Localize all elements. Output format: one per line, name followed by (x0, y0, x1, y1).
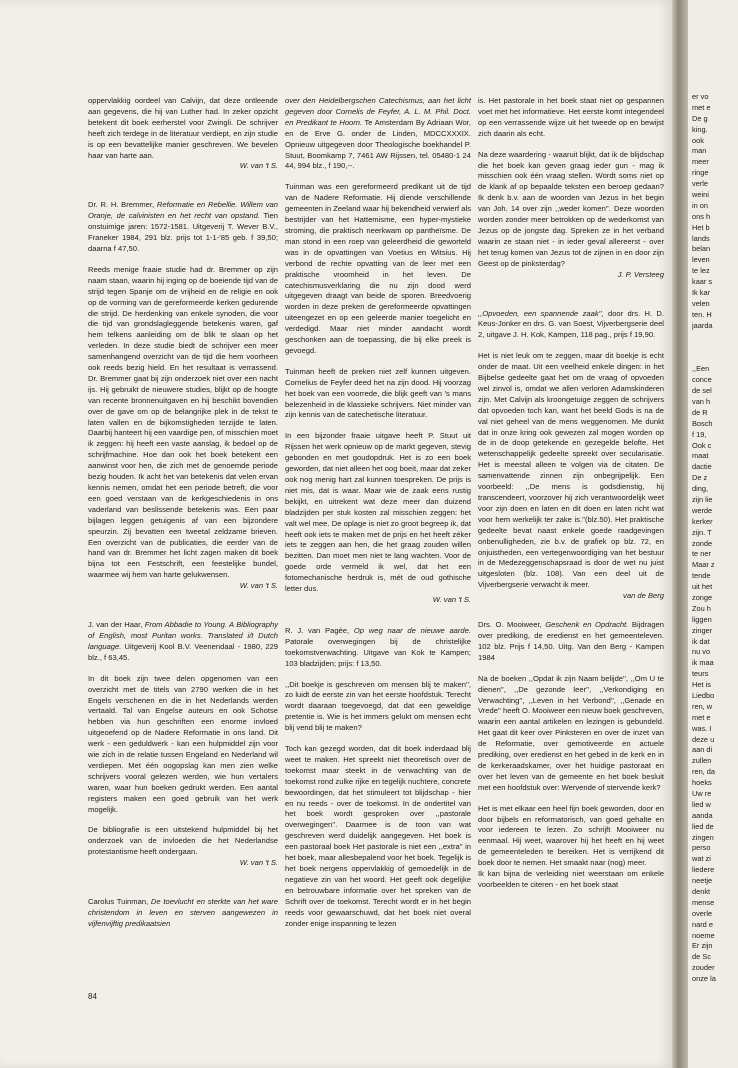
text-fragment: Het b (692, 222, 710, 232)
review-heading: Dr. R. H. Bremmer, Reformatie en Rebellie. Willem van Oranje, de calvinisten en het recht van opstand. Tien onstuimige jaren: 1572-1581. Uitgeverij T. Wever B.V., Franeker 1984, 291 blz. prijs tot 1-1-'85 geb. f 39,50; daarna f 47,50. (88, 200, 278, 253)
paragraph: Het is met elkaar een heel fijn boek geworden, door en door bijbels en reformatorisch, van goed gehalte en voor iedereen te lezen. Zo schrijft Mooiweer nu eenmaal. Hij weet, waarover hij het heeft en hij weet de gemeenteleden te bereiken. Het is verrijkend dit boek door te nemen. Het smaakt naar (nog) meer. (478, 803, 664, 868)
text-fragment: noeme (692, 930, 715, 940)
text-fragment: liedere (692, 865, 715, 875)
text-fragment: perso (692, 843, 711, 853)
paragraph: In een bijzonder fraaie uitgave heeft P. Stuut uit Rijssen het werk opnieuw op de markt gegeven, stevig gebonden en met goudopdruk. Het is zo een boek geworden, dat niet alleen het oog boeit, maar dat zeker ook nog menig hart zal kunnen toespreken. De prijs is niet mis, dat is waar. Maar wie de zaak eens rustig bekijkt, en uitrekent wat deze meer dan duizend bladzijden per stuk kosten zal misschien zeggen: het valt wel mee. De oplage is niet zo groot begreep ik, dat heeft ook iets te maken met de prijs en het heeft zéker iets te zeggen aan hen, die het graag zouden willen bezitten. Dan moet men niet te lang wachten. Voor de goede orde vermeld ik wel, dat het een fotomechanische herdruk is, mét de oud gothische letter dus. (285, 431, 471, 594)
text-fragment: verle (692, 179, 709, 189)
text-fragment: ik maa (692, 658, 714, 668)
text-fragment: zonde (692, 538, 713, 548)
paragraph: Tuinman heeft de preken niet zelf kunnen uitgeven. Cornelius de Feyfer deed het na zijn dood. Hij voorzag het boek van een voorrede, die blijk geeft van 's mans belezenheid in de klassieke schrijvers. Niet minder van zijn kennis van de catechetische literatuur. (285, 366, 471, 420)
text-fragment: nard e (692, 919, 713, 929)
text-fragment: ons h (692, 211, 711, 221)
text-fragment: wat zi (692, 854, 711, 864)
paragraph: Tuinman was een gereformeerd predikant uit de tijd van de Nadere Reformatie. Hij diende verschillende gemeenten in Zeeland waar hij bekendheid verwierf als bestrijder van het Hattemisme, een hyper-mystieke stroming, die praktisch neerkwam op pantheïsme. De man stond in een roep van geleerdheid die geworteld was in de opvattingen van Voetius en Witsius. Hij verbond de rechte opvatting van de leer met een praktische vroomheid in het leven. De catechismusverklaring die nu zijn dood werd uitgegeven draagt van beide de sporen. Breedvoerig worden in deze preken de gereformeerde opvattingen uiteengezet en op een geleerde manier toegelicht en verdedigd. Maar niet minder aandacht wordt geschonken aan de toepassing, die bij elke preek is gevoegd. (285, 182, 471, 355)
column-2 (285, 96, 471, 929)
paragraph: Het is niet leuk om te zeggen, maar dit boekje is echt onder de maat. Uit een veelheid enkele dingen: in het Bijbelse gedeelte gaat het om de vraag of opvoeden wel zinvol is, omdat we allen verloren Adamskinderen zijn. Met Calvijn als kroongetuige zeggen de schrijvers dat opvoeden toch kan, want het beeld Gods is na de val niet geheel van de mens weggenomen. Me dunkt dat in onze kring ook gewezen zal mogen worden op de in de doop getekende en gezegelde belofte. Het wetenschappelijk gedeelte spreekt over secularisatie. Het is meestal alleen te volgen via de citaten. De samenvattende zinnen zijn onbegrijpelijk. Een voorbeeld: ,,De mens is godsdienstig, hij transcendeert, voorzover hij zich verantwoordelijk weet voor zijn doen en laten en dit doen en laten richt wat voor hem werkelijk ter zake is.''(blz.50). Het praktische gedeelte bevat naast enkele goede raadgevingen onbenulligheden, zie b.v. de grafiek op blz. 72, en onjuistheden, een vertegenwoordiging van het bestuur in de Medezeggenschapsraad is door de wet nu juist uitgesloten (blz. 108). Van een deel uit de Vijverbergserie verwacht ik meer. (478, 351, 664, 590)
text-fragment: met e (692, 712, 711, 722)
text-fragment: aan di (692, 745, 713, 755)
text-fragment: man (692, 146, 707, 156)
text-fragment: Zou h (692, 603, 711, 613)
text-fragment: lied de (692, 821, 714, 831)
text-fragment: ringe (692, 168, 709, 178)
text-fragment: velen (692, 298, 710, 308)
reviewer-signature: W. van 't S. (239, 581, 278, 591)
paragraph: ,,Dit boekje is geschreven om mensen blij te maken'', zo luidt de eerste zin van het eerste hoofdstuk. Terecht wordt daaraan toegevoegd, dat dat een geweldige pretentie is. Wie is het immers gelukt om mensen echt blij vend blij te maken? (285, 679, 471, 733)
text-fragment: mense (692, 897, 715, 907)
text-fragment (692, 342, 716, 353)
text-fragment: van h (692, 396, 711, 406)
text-fragment: ook (692, 135, 704, 145)
reviewer-signature: van de Berg (623, 591, 664, 601)
text-fragment: Er zijn (692, 941, 713, 951)
next-page-text-fragments (688, 92, 716, 985)
text-fragment: zonge (692, 592, 713, 602)
text-fragment: weini (692, 190, 709, 200)
review-heading: R. J. van Pagée, Op weg naar de nieuwe aarde. Patorale overwegingen bij de christelijke toekomstverwachting. Uitgave van Kok te Kampen; 103 bladzijden; prijs: f 13,50. (285, 625, 471, 668)
reviewer-signature: W. van 't S. (432, 594, 471, 604)
book-title: Reformatie en Rebellie. Willem van Oranje, de calvinisten en het recht van opstand. (88, 200, 278, 221)
text-fragment: zouder (692, 963, 715, 973)
column-1 (88, 96, 278, 940)
text-fragment: er vo (692, 92, 709, 101)
text-fragment: leven (692, 255, 710, 265)
text-fragment: was. I (692, 723, 712, 733)
text-fragment: zijn. T (692, 527, 712, 537)
text-fragment: belan (692, 244, 711, 254)
text-fragment: liggen (692, 614, 712, 624)
text-fragment: Maar z (692, 560, 715, 570)
paragraph: De bibliografie is een uitstekend hulpmiddel bij het onderzoek van de invloeden die het Nederlandse protestantisme heeft ondergaan. (88, 825, 278, 857)
text-fragment: zijn lie (692, 494, 713, 504)
text-fragment: Ook c (692, 440, 712, 450)
text-fragment: onze la (692, 974, 716, 984)
text-fragment: ren, w (692, 701, 713, 711)
text-fragment: dactie (692, 462, 712, 472)
text-fragment: meer (692, 157, 709, 167)
text-fragment: ik dat (692, 636, 710, 646)
reviewer-signature: J. P. Versteeg (617, 269, 664, 279)
text-fragment: Bosch (692, 418, 713, 428)
column-3 (478, 96, 664, 891)
book-title: Geschenk en Opdracht. (545, 620, 629, 630)
text-fragment: denkt (692, 887, 711, 897)
book-title: Op weg naar de nieuwe aarde. (353, 625, 471, 635)
text-fragment: met e (692, 102, 711, 112)
text-fragment: werde (692, 505, 713, 515)
book-title: De toevlucht en sterkte van het ware christendom in leven en sterven aangewezen in vijfenvijftig predikaatsien (88, 897, 278, 928)
text-fragment: Uw re (692, 789, 712, 798)
text-fragment: lands (692, 233, 710, 243)
text-fragment: te lez (692, 266, 710, 276)
text-fragment: jaarda (692, 320, 713, 330)
text-fragment: Ik kar (692, 288, 711, 298)
paragraph: In dit boek zijn twee delen opgenomen van een overzicht met de titels van 2790 werken die in het Engels verschenen en die in het Nederlands werden vertaald. Tal van Engelse auteurs en ook Schotse hebben via hun geschriften een enorme invloed uitgeoefend op de Nadere Reformatie in ons land. Dit werk - een geduldwerk - kan een hulpmiddel zijn voor wie zich in de relatie tussen Engeland en Nederland wil verdiepen. Met één oogopslag kan men zien welke schrijvers vooral gelezen werden, wie hun vertalers waren, waar hun boeken gedrukt werden. Een aantal registers maken een goed gebruik van het werk mogelijk. (88, 673, 278, 814)
book-title: From Abbadie to Young. A Bibliography of English, most Puritan works. Translated i/t Dutch language. (88, 620, 278, 651)
text-fragment: ,,Een (692, 364, 710, 374)
text-fragment: king. (692, 124, 708, 134)
text-fragment: hoeks (692, 778, 712, 788)
text-fragment: aanda (692, 810, 713, 820)
book-title: ,,Opvoeden, een spannende zaak'', (478, 308, 604, 318)
text-fragment: te ner (692, 549, 711, 559)
review-heading: Carolus Tuinman, De toevlucht en sterkte van het ware christendom in leven en sterven aangewezen in vijfenvijftig predikaatsien (88, 897, 278, 928)
review-heading: Drs. O. Mooiweer, Geschenk en Opdracht. Bijdragen over prediking, de eredienst en het gemeenteleven. 102 blz. Prijs f 14,50. Uitg. Van den Berg - Kampen 1984 (478, 620, 664, 662)
text-fragment: de R (692, 407, 708, 417)
text-fragment: f 19, (692, 429, 707, 439)
text-fragment (692, 332, 716, 343)
text-fragment: Het is (692, 680, 711, 690)
paragraph: Toch kan gezegd worden, dat dit boek inderdaad blij weet te maken. Het spreekt niet theoretisch over de toekomst maar steekt in de verwachting van de toekomst rond zulke rijke en tegelijk nuchtere, concrete bewoordingen, dat het stimuleert tot blijdschap - hier en nu reeds - over de toekomst. In de ondertitel van het boek wordt gesproken over ,,pastorale overwegingen''. Daarmee is de toon van wat geschreven werd duidelijk aangegeven. Het boek is een pastoraal boek Het pastorale is niet een ,,extra'' in het boek, maar allesbepalend voor het boek. Tegelijk is het boek nergens oppervlakkig of gemoedelijk in de negatieve zin van het woord. Het geeft ook degelijke en betrouwbare informatie over het spreken van de Schrift over de toekomst. Terecht wordt er in het begin reeds voor gewaarschuwd, dat het boek niet overal zonder enige inspanning te lezen (285, 744, 471, 928)
text-fragment: conce (692, 375, 712, 385)
page-number: 84 (88, 992, 97, 1001)
text-fragment: ren, da (692, 767, 716, 777)
text-fragment: kaar s (692, 277, 713, 287)
text-fragment: zinger (692, 625, 713, 635)
text-fragment: uit het (692, 582, 713, 592)
paragraph: oppervlakkig oordeel van Calvijn, dat deze ontleende aan gegevens, die hij van Luther had. In zeker opzicht betekent dit boek eerherstel voor Zwingli. De schrijver heeft zich terdege in de literatuur verdiept, en zijn studie is op een bevattelijke manier geschreven. We bevelen haar van harte aan. (88, 96, 278, 160)
review-heading: J. van der Haar, From Abbadie to Young. A Bibliography of English, most Puritan works. Translated i/t Dutch language. Uitgeverij Kool B.V. Veenendaal - 1980, 229 blz., f 63,45. (88, 620, 278, 662)
text-fragment: lied w (692, 799, 711, 809)
text-fragment: maat (692, 451, 709, 461)
paragraph: is. Het pastorale in het boek staat niet op gespannen voet met het informatieve. Het eerste komt integendeel op een verrassende wijze uit het tweede op en bewijst zich daarin als echt. (478, 96, 664, 138)
text-fragment: kerker (692, 516, 713, 526)
text-fragment: zingen (692, 832, 714, 842)
paragraph: Na deze waardering - waaruit blijkt, dat ik de blijdschap die het boek kan geven graag ieder gun - mag ik misschien ook één vraag stellen. Wordt soms niet op de klank af op bepaalde teksten een beroep gedaan? Ik denk b.v. aan de woorden van Jezus in het begin van Joh. 14 over zijn ,,weder komen''. Deze woorden worden zonder meer betrokken op de wederkomst van Jezus op de jongste dag. Spreken ze in het verband waarin ze staan niet - in ieder geval allereerst - over het terug komen van Jezus tot de zijnen in en door zijn Geest op de pinksterdag? (478, 149, 664, 268)
review-heading: over den Heidelbergschen Catechismus, aan het licht gegeven door Cornelis de Feyfer, A. L. M. Phil. Doct. en Predikant te Hoorn. Te Amsterdam By Adriaan Wor, en de Erve G. onder de Linden, MDCCXXXIX. Opnieuw uitgegeven door Theologische boekhandel P. Stuut, Boomkamp 7, 7461 AW Rijssen, tel. 05480-1 24 44, 994 blz., f 190,--. (285, 96, 471, 171)
text-fragment: neetje (692, 876, 713, 886)
text-fragment: De g (692, 113, 708, 123)
text-fragment (692, 353, 716, 364)
text-fragment: tende (692, 571, 711, 581)
text-fragment: Liedbo (692, 690, 715, 700)
text-fragment: De z (692, 473, 708, 483)
paragraph: Na de boeken ,,Opdat ik zijn Naam belijde'', ,,Om U te dienen'', ,,De gezonde leer'', ,,Verkondiging en Verwachting'', ,,Leven in het Verbond'', ,,Genade en Vrede'' heeft O. Mooiweer een nieuw boek geschreven, waarin een aantal artikelen en lezingen is gebundeld. Het gaat dit keer over Pinksteren en over de inzet van de Reformatie, over gemotiveerde en actuele prediking, over eredienst en het gebed in de kerk en in de kerkeraadskamer, over het huidige pastoraat en over het leven van de gemeente en het boek besluit met een hoofdstuk over: Wervende of stervende kerk? (478, 673, 664, 792)
text-fragment: zullen (692, 756, 712, 766)
text-fragment: de Sc (692, 952, 711, 962)
paragraph: Ik kan bijna de verleiding niet weerstaan om enkele voorbeelden te citeren - en het boek staat (478, 869, 664, 889)
text-fragment: ding, (692, 484, 709, 494)
text-fragment: de sel (692, 386, 712, 396)
next-page-edge (688, 0, 738, 1068)
text-fragment: ten. H (692, 309, 712, 319)
book-title: over den Heidelbergschen Catechismus, aan het licht gegeven door Cornelis de Feyfer, A. L. M. Phil. Doct. en Predikant te Hoorn. (285, 96, 471, 127)
text-fragment: nu vo (692, 647, 711, 657)
paragraph: Reeds menige fraaie studie had dr. Bremmer op zijn naam staan, waarin hij inging op de boeiende tijd van de strijd tegen Spanje om de vrijheid en de religie en ook op de vorming van de gereformeerde kerken gedurende die strijd. De herdenking van enkele synoden, die voor die tijd van grondslagleggende betekenis waren, gaf hem telkens aanleiding om de blik te slaan op het verleden. In deze studie biedt de schrijver een meer samenhangend overzicht van de tijd die hem voorheen ook reeds bezig hield. En het resultaat is verrassend. Dr. Bremmer gaat bij zijn onderzoek niet over een nacht ijs. Hij gebruikt de nieuwere studies, blijkt op de hoogte van recente bronnenuitgaven en hij beschikt bovendien over de gave om op de belangrijke plek in de tekst te laten vallen en de bijkomstigheden terzijde te laten. Daarbij hanteert hij een vaardige pen, of misschien moet ik zeggen: hij heeft een vaste aanslag, ik bedoel op de schrijfmachine. Hoe dan ook het boek betekent een aanwinst voor hen, die zich met de genoemde periode bezig houden. Ik acht het van betekenis dat velen ervan kennis nemen, omdat het een periode betreft, die voor een goed verstaan van de kerkgeschiedenis in ons vaderland van beslissende betekenis was. Een paar bijlagen leggen getuigenis af van een bijzondere speurzin. Zij bevatten een tweetal zeldzame brieven. Een overzicht van de publicaties, die eerder van de hand van dr. Bremmer het licht zagen maken dit boek bijna tot een Festschrift, een feestelijke bundel, waarmee wij hem van harte gelukwensen. (88, 264, 278, 580)
text-fragment: overle (692, 908, 713, 918)
reviewer-signature: W. van 't S. (239, 161, 278, 171)
text-fragment: deze u (692, 734, 715, 744)
reviewer-signature: W. van 't S. (239, 858, 278, 868)
book-spine (672, 0, 688, 1068)
review-heading: ,,Opvoeden, een spannende zaak'', door drs. H. D. Keus-Jonker en drs. G. van Soest, Vijverbergserie deel 2, uitgave J. H. Kok, Kampen, 118 pag., prijs f 19,90. (478, 308, 664, 340)
text-fragment: in on (692, 200, 709, 210)
text-fragment: teurs (692, 669, 709, 679)
